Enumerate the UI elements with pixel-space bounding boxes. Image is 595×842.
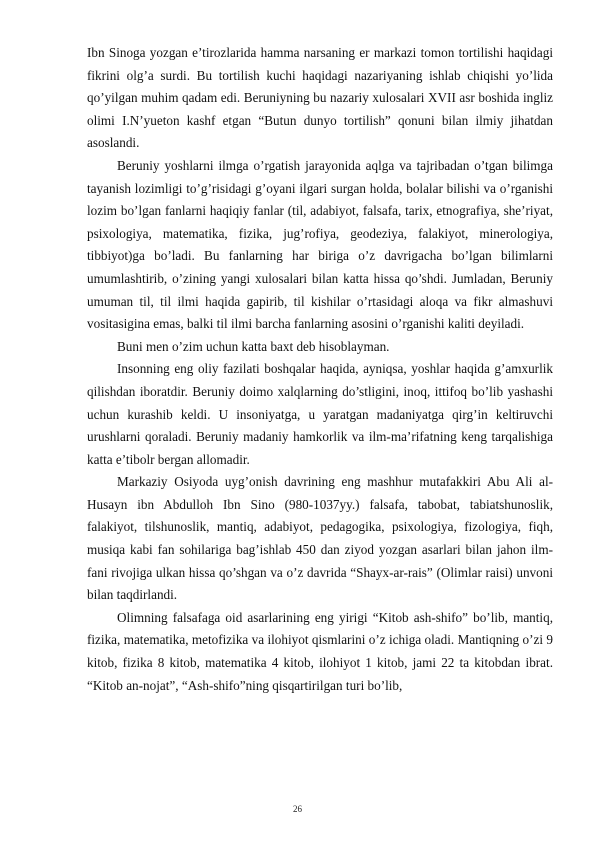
paragraph-4: Insonning eng oliy fazilati boshqalar haqida, ayniqsa, yoshlar haqida g’amxurlik qilishdan iboratdir. Beruniy doimo xalqlarning do’stligini, inoq, ittifoq bo’lib yashashi uchun kurashib keldi. U insoniyatga, u yaratgan madaniyatga qirg’in keltiruvchi urushlarni qoraladi. Beruniy madaniy hamkorlik va ilm-ma’rifatning keng tarqalishiga katta e’tibolr bergan allomadir.: [87, 361, 553, 467]
document-body: [87, 42, 553, 697]
paragraph-5: Markaziy Osiyoda uyg’onish davrining eng mashhur mutafakkiri Abu Ali al-Husayn ibn Abdulloh Ibn Sino (980-1037yy.) falsafa, tabobat, tabiatshunoslik, falakiyot, tilshunoslik, mantiq, adabiyot, pedagogika, psixologiya, fizologiya, fiqh, musiqa kabi fan sohilariga bag’ishlab 450 dan ziyod yozgan asarlari bilan jahon ilm-fani rivojiga ulkan hissa qo’shgan va o’z davrida “Shayx-ar-rais” (Olimlar raisi) unvoni bilan taqdirlandi.: [87, 474, 553, 603]
paragraph-3: Buni men o’zim uchun katta baxt deb hisoblayman.: [117, 338, 390, 354]
paragraph-2: Beruniy yoshlarni ilmga o’rgatish jarayonida aqlga va tajribadan o’tgan bilimga tayanish lozimligi to’g’risidagi g’oyani ilgari surgan holda, bolalar bilishi va o’rganishi lozim bo’lgan fanlarni haqiqiy fanlar (til, adabiyot, falsafa, tarix, etnografiya, she’riyat, psixologiya, matematika, fizika, jug’rofiya, geodeziya, falakiyot, minerologiya, tibbiyot)ga bo’ladi. Bu fanlarning har biriga o’z davrigacha bo’lgan bilimlarni umumlashtirib, o’zining yangi xulosalari bilan katta hissa qo’shdi. Jumladan, Beruniy umuman til, til ilmi haqida gapirib, til kishilar o’rtasidagi aloqa va fikr almashuvi vositasigina emas, balki til ilmi barcha fanlarning asosini o’rganishi kaliti deyiladi.: [87, 157, 553, 332]
paragraph-1: Ibn Sinoga yozgan e’tirozlarida hamma narsaning er markazi tomon tortilishi haqidagi fikrini olg’a surdi. Bu tortilish kuchi haqidagi nazariyaning ishlab chiqishi yo’lida qo’yilgan muhim qadam edi. Beruniyning bu nazariy xulosalari XVII asr boshida ingliz olimi I.N’yueton kashf etgan “Butun dunyo tortilish” qonuni bilan ilmiy jihatdan asoslandi.: [87, 45, 553, 151]
page-number: 26: [293, 804, 302, 814]
paragraph-6: Olimning falsafaga oid asarlarining eng yirigi “Kitob ash-shifo” bo’lib, mantiq, fizika, matematika, metofizika va ilohiyot qismlarini o’z ichiga oladi. Mantiqning o’zi 9 kitob, fizika 8 kitob, matematika 4 kitob, ilohiyot 1 kitob, jami 22 ta kitobdan ibrat. “Kitob an-nojat”, “Ash-shifo”ning qisqartirilgan turi bo’lib,: [87, 609, 553, 693]
